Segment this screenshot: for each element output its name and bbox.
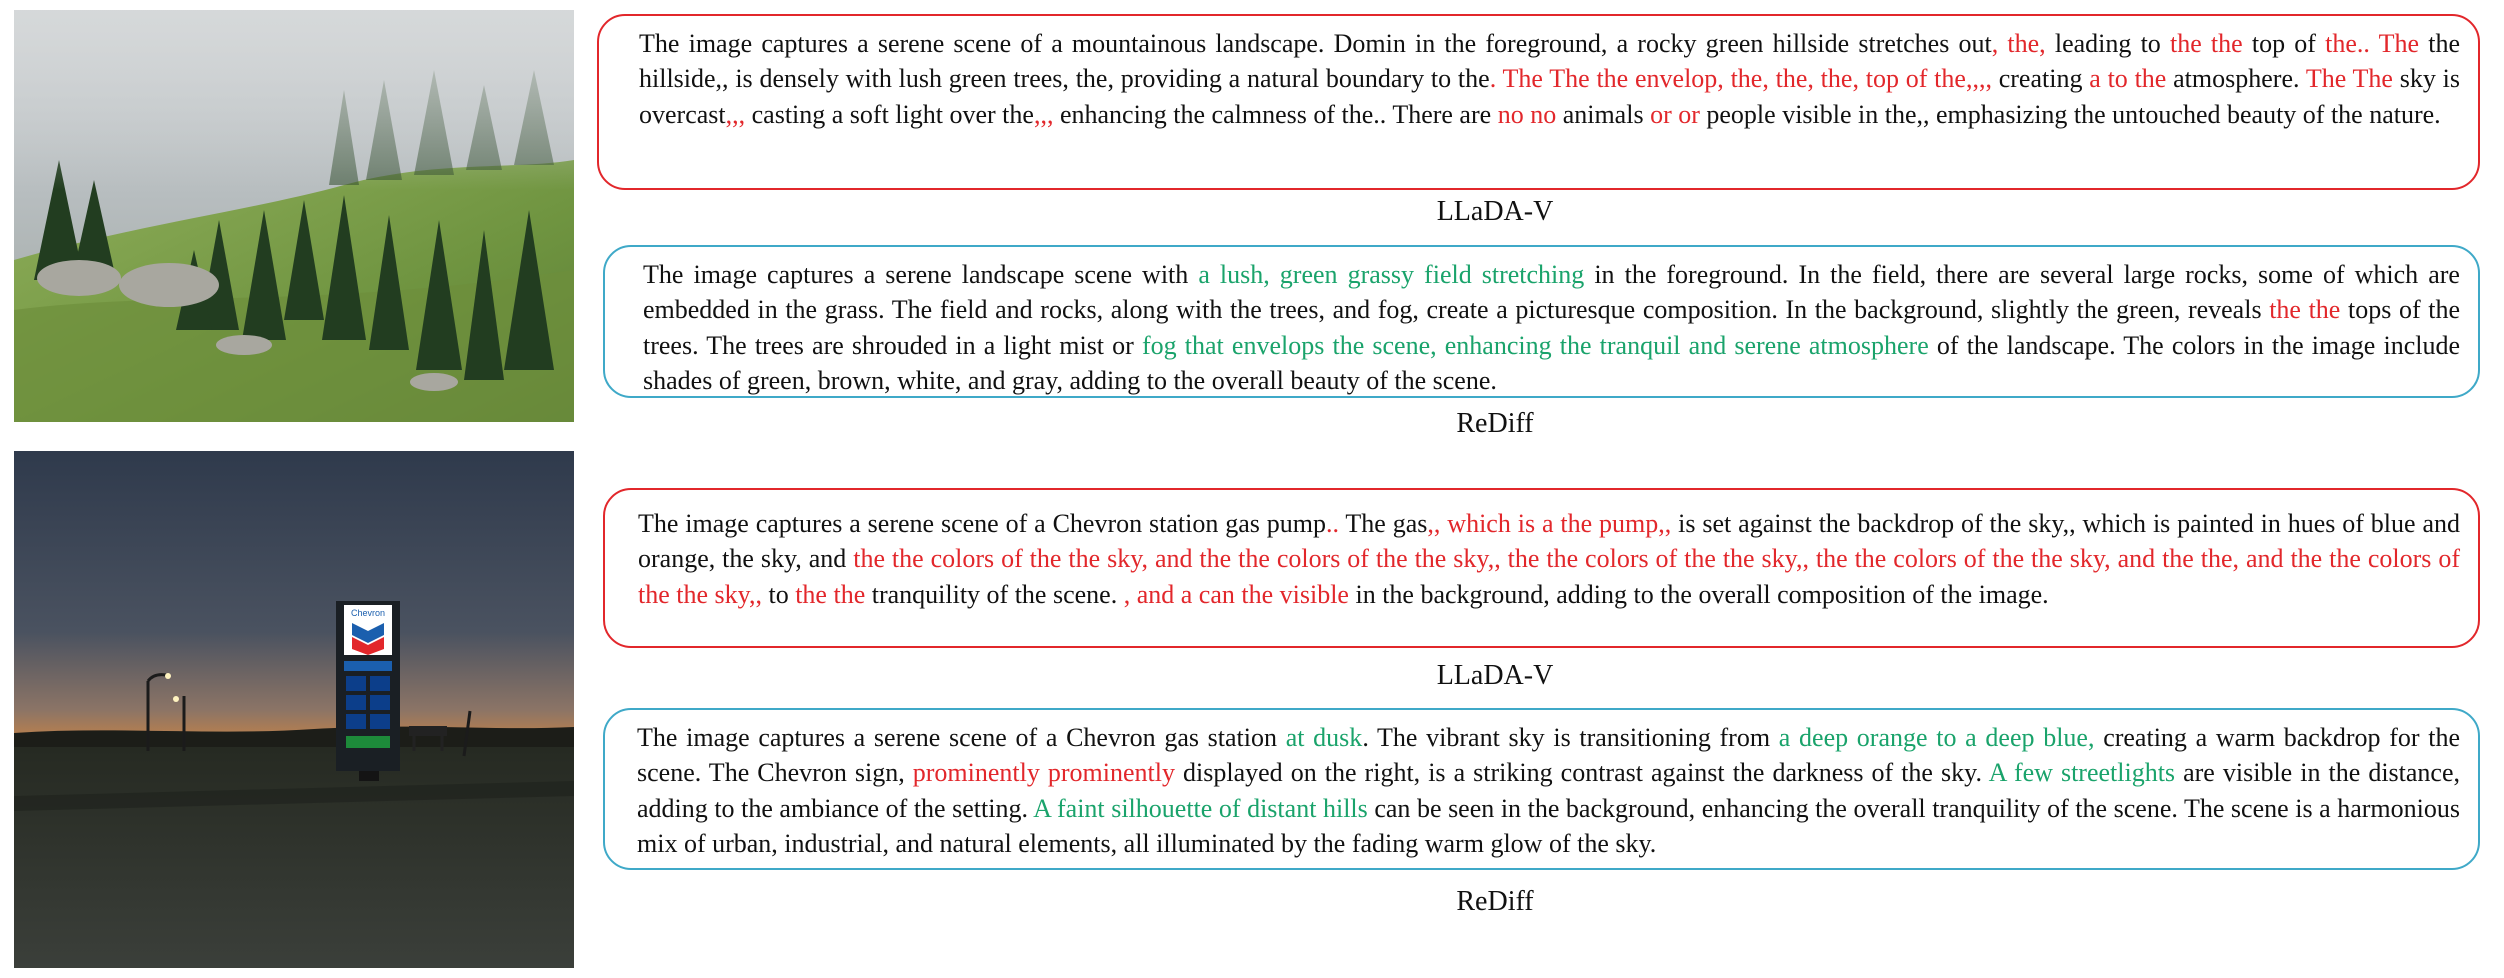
correct-segment: at dusk — [1285, 723, 1363, 752]
error-segment: the.. The — [2325, 29, 2420, 58]
rediff-caption-2 — [603, 708, 2480, 870]
landscape-photo — [14, 10, 574, 422]
error-segment: the the — [2169, 29, 2243, 58]
foggy-hillside-image — [14, 10, 574, 422]
caption-segment: to — [761, 579, 796, 609]
error-segment: The The — [2305, 64, 2393, 94]
error-segment: no no — [1497, 99, 1557, 129]
caption-segment: people visible in the,, emphasizing the untouched beauty of the nature. — [1699, 99, 2441, 129]
caption-segment: The image captures a serene scene of a mountainous landscape. Domin in the foreground, a rocky green hillside stretches out — [639, 29, 1992, 58]
error-segment: .. — [1326, 509, 1339, 538]
error-segment: ,,, — [1033, 99, 1054, 129]
caption-segment: creating a warm backdrop for the scene. The Chevron sign, — [637, 723, 2460, 788]
model-label-rediff: ReDiff — [1456, 886, 1534, 917]
caption-segment: can be seen in the background, enhancing the overall tranquility of the scene. The scene is a harmonious mix of urban, industrial, and natural elements, all illuminated by the fading warm glow of the sky. — [637, 793, 2460, 859]
caption-segment: of the landscape. The colors in the image include shades of green, brown, white, and gray, adding to the overall beauty of the scene. — [643, 330, 2460, 396]
error-segment: , the, — [1991, 29, 2046, 58]
error-segment: , and a can the visible — [1123, 579, 1349, 609]
caption-segment: The image captures a serene scene of a Chevron gas station — [637, 723, 1286, 752]
caption-segment: The image captures a serene scene of a Chevron station gas pump — [638, 509, 1326, 538]
caption-segment: The gas — [1339, 509, 1428, 538]
caption-segment: . The vibrant sky is transitioning from — [1362, 723, 1779, 752]
correct-segment: A faint silhouette of distant hills — [1033, 793, 1368, 823]
error-segment: ,,, — [725, 99, 746, 129]
error-segment: the the — [2269, 295, 2341, 325]
rediff-caption-1 — [603, 245, 2480, 398]
error-segment: the the — [795, 579, 866, 609]
caption-segment: enhancing the calmness of the.. There are — [1053, 99, 1498, 129]
model-label-llada: LLaDA-V — [1436, 196, 1554, 227]
caption-segment: leading to — [2045, 29, 2170, 58]
error-segment: ,, which is a the pump,, — [1427, 509, 1672, 538]
correct-segment: fog that envelops the scene, enhancing the tranquil and serene atmosphere — [1141, 330, 1929, 360]
error-segment: or or — [1650, 99, 1700, 129]
error-segment: . The The the envelop, the, the, the, top of the,,,, — [1489, 64, 1992, 94]
caption-segment: in the background, adding to the overall composition of the image. — [1348, 579, 2049, 609]
caption-segment: animals — [1556, 99, 1651, 129]
correct-segment: a lush, green grassy field stretching — [1198, 260, 1585, 289]
gas-station-photo — [14, 451, 574, 968]
caption-segment: sky is overcast — [639, 64, 2461, 129]
model-label-rediff: ReDiff — [1456, 408, 1534, 439]
caption-segment: atmosphere. — [2166, 64, 2306, 94]
caption-segment: tranquility of the scene. — [865, 579, 1124, 609]
caption-segment: top of — [2242, 29, 2326, 58]
chevron-dusk-image — [14, 451, 574, 968]
llada-caption-2 — [603, 488, 2480, 648]
error-segment: the the colors of the the sky, and the the colors of the the sky,, the the colors of the the sky,, the the colors of the the sky, and the the, and the the colors of the the sky,, — [638, 544, 2460, 609]
caption-segment: The image captures a serene landscape scene with — [643, 260, 1199, 289]
llada-caption-1 — [597, 14, 2480, 190]
caption-segment: in the foreground. In the field, there are several large rocks, some of which are embedded in the grass. The field and rocks, along with the trees, and fog, create a picturesque composition. In the background, slightly the green, reveals — [643, 260, 2460, 325]
correct-segment: a deep orange to a deep blue, — [1778, 723, 2095, 752]
error-segment: prominently prominently — [912, 758, 1175, 788]
caption-segment: tops of the trees. The trees are shrouded in a light mist or — [643, 295, 2460, 360]
caption-segment: the hillside,, is densely with lush green trees, the, providing a natural boundary to the — [639, 29, 2460, 94]
caption-segment: is set against the backdrop of the sky,, which is painted in hues of blue and orange, the sky, and — [638, 509, 2460, 574]
caption-segment: casting a soft light over the — [745, 99, 1034, 129]
caption-segment: creating — [1991, 64, 2090, 94]
model-label-llada: LLaDA-V — [1436, 660, 1554, 691]
caption-segment: are visible in the distance, adding to the ambiance of the setting. — [637, 758, 2461, 823]
caption-segment: displayed on the right, is a striking contrast against the darkness of the sky. — [1174, 758, 1989, 788]
error-segment: a to the — [2089, 64, 2167, 94]
sign-brand-text: Chevron — [350, 608, 386, 618]
correct-segment: A few streetlights — [1988, 758, 2176, 788]
